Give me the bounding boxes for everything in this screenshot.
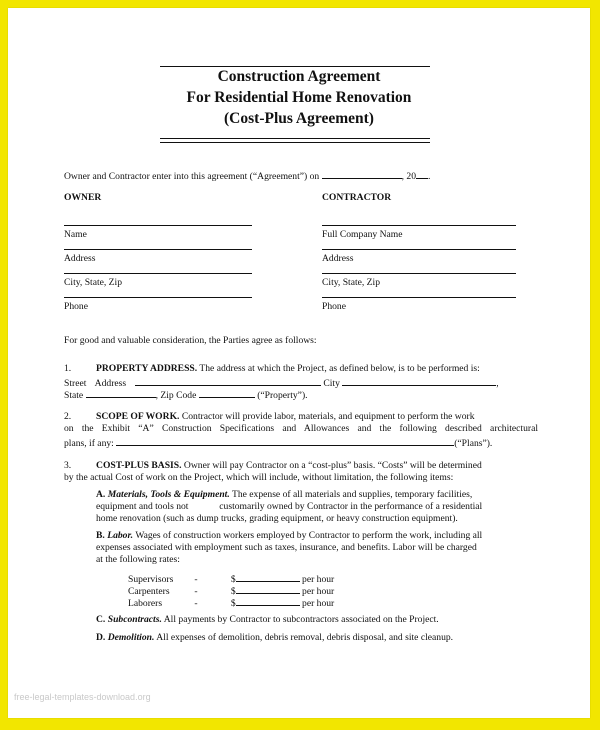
- title-line-3: (Cost-Plus Agreement): [224, 110, 374, 127]
- section-1-heading: PROPERTY ADDRESS.: [96, 363, 198, 374]
- title-line-2: For Residential Home Renovation: [186, 89, 412, 106]
- contractor-company-label: Full Company Name: [322, 229, 403, 240]
- section-3-line-1: [64, 460, 482, 471]
- plans-label: (“Plans”).: [454, 438, 493, 449]
- rate-role: Laborers: [128, 598, 163, 609]
- intro-year-suffix: .: [428, 171, 431, 182]
- agreement-year-field[interactable]: [416, 168, 428, 179]
- owner-name-line[interactable]: [64, 225, 252, 226]
- watermark-text: free-legal-templates-download.org: [14, 692, 151, 702]
- supervisors-rate-field[interactable]: [236, 571, 300, 582]
- title-bottom-rule-2: [160, 142, 430, 143]
- rate-row-laborers: [128, 595, 334, 609]
- section-2-line-1: [64, 411, 475, 422]
- section-1-line-1: [64, 363, 480, 374]
- item-b-text-1: Wages of construction workers employed by Contractor to perform the work, including all: [135, 530, 483, 541]
- section-2-line-3: [64, 435, 492, 449]
- item-b-line-2: expenses associated with employment such as taxes, insurance, and benefits. Labor will be charged: [96, 542, 477, 553]
- item-c-label: C.: [96, 614, 106, 625]
- section-2-text-3: plans, if any:: [64, 438, 114, 449]
- item-a-text-2b: customarily owned by Contractor in the performance of a residential: [219, 501, 483, 512]
- intro-sentence: [64, 168, 430, 182]
- rate-role: Carpenters: [128, 586, 170, 597]
- rate-unit: per hour: [302, 574, 335, 585]
- rate-currency: $: [230, 574, 236, 585]
- street-label-b: Address: [94, 378, 127, 389]
- rate-role: Supervisors: [128, 574, 174, 585]
- title-line-1: Construction Agreement: [217, 68, 381, 85]
- section-2-number: 2.: [64, 411, 72, 422]
- carpenters-rate-field[interactable]: [236, 583, 300, 594]
- item-a-line-3: home renovation (such as dump trucks, grading equipment, or heavy construction equipment).: [96, 513, 458, 524]
- state-field[interactable]: [86, 387, 156, 398]
- item-a-line-1: [96, 489, 472, 500]
- item-c-line: [96, 614, 439, 625]
- item-c-text: All payments by Contractor to subcontractors associated on the Project.: [163, 614, 439, 625]
- title-top-rule: [160, 66, 430, 67]
- rate-unit: per hour: [302, 598, 335, 609]
- street-label-a: Street: [64, 378, 87, 389]
- section-3-text-1: Owner will pay Contractor on a “cost-plus” basis. “Costs” will be determined: [183, 460, 482, 471]
- city-comma: ,: [496, 378, 499, 389]
- property-label: (“Property”).: [257, 390, 308, 401]
- section-3-heading: COST-PLUS BASIS.: [96, 460, 182, 471]
- contractor-city-line[interactable]: [322, 273, 516, 274]
- owner-phone-line[interactable]: [64, 297, 252, 298]
- title-bottom-rule-1: [160, 138, 430, 139]
- item-b-title: Labor.: [107, 530, 134, 541]
- intro-prefix: Owner and Contractor enter into this agreement (“Agreement”) on: [64, 171, 320, 182]
- agreement-date-field[interactable]: [322, 168, 402, 179]
- owner-phone-label: Phone: [64, 301, 88, 312]
- owner-address-label: Address: [64, 253, 96, 264]
- rate-dash: -: [194, 598, 198, 609]
- contractor-address-line[interactable]: [322, 249, 516, 250]
- item-b-line-3: at the following rates:: [96, 554, 180, 565]
- zip-code-field[interactable]: [199, 387, 255, 398]
- item-d-line: [96, 632, 453, 643]
- section-1-number: 1.: [64, 363, 72, 374]
- item-d-text: All expenses of demolition, debris removal, debris disposal, and site cleanup.: [156, 632, 454, 643]
- rate-currency: $: [230, 598, 236, 609]
- contractor-heading: CONTRACTOR: [322, 192, 392, 203]
- plans-field[interactable]: [116, 435, 454, 446]
- section-1-text: The address at which the Project, as defined below, is to be performed is:: [199, 363, 480, 374]
- state-label: State: [64, 390, 84, 401]
- owner-name-label: Name: [64, 229, 87, 240]
- item-d-title: Demolition.: [107, 632, 155, 643]
- contractor-company-line[interactable]: [322, 225, 516, 226]
- item-a-line-2: [96, 501, 482, 512]
- laborers-rate-field[interactable]: [236, 595, 300, 606]
- section-3-number: 3.: [64, 460, 72, 471]
- contractor-phone-label: Phone: [322, 301, 346, 312]
- item-a-text-2a: equipment and tools not: [96, 501, 189, 512]
- zip-label: , Zip Code: [155, 390, 197, 401]
- consideration-text: For good and valuable consideration, the Parties agree as follows:: [64, 335, 317, 346]
- city-field[interactable]: [342, 375, 496, 386]
- contractor-address-label: Address: [322, 253, 354, 264]
- section-3-line-2: by the actual Cost of work on the Project, which will include, without limitation, the following items:: [64, 472, 454, 483]
- owner-address-line[interactable]: [64, 249, 252, 250]
- section-1-line-3: [64, 387, 308, 401]
- section-2-text-1: Contractor will provide labor, materials, and equipment to perform the work: [181, 411, 475, 422]
- owner-heading: OWNER: [64, 192, 102, 203]
- rate-dash: -: [194, 574, 198, 585]
- item-d-label: D.: [96, 632, 106, 643]
- rate-dash: -: [194, 586, 198, 597]
- owner-city-label: City, State, Zip: [64, 277, 123, 288]
- owner-city-line[interactable]: [64, 273, 252, 274]
- item-b-line-1: [96, 530, 482, 541]
- rate-currency: $: [230, 586, 236, 597]
- item-b-label: B.: [96, 530, 105, 541]
- contractor-city-label: City, State, Zip: [322, 277, 381, 288]
- item-c-title: Subcontracts.: [107, 614, 162, 625]
- item-a-text-1: The expense of all materials and supplies, temporary facilities,: [231, 489, 473, 500]
- item-a-title: Materials, Tools & Equipment.: [107, 489, 230, 500]
- rate-unit: per hour: [302, 586, 335, 597]
- section-2-heading: SCOPE OF WORK.: [96, 411, 180, 422]
- document-page: [8, 8, 590, 718]
- city-label: City: [323, 378, 340, 389]
- street-address-field[interactable]: [135, 375, 321, 386]
- intro-year-prefix: , 20: [401, 171, 416, 182]
- contractor-phone-line[interactable]: [322, 297, 516, 298]
- section-2-line-2: on the Exhibit “A” Construction Specifications and Allowances and the following described architectural: [64, 423, 538, 434]
- item-a-label: A.: [96, 489, 106, 500]
